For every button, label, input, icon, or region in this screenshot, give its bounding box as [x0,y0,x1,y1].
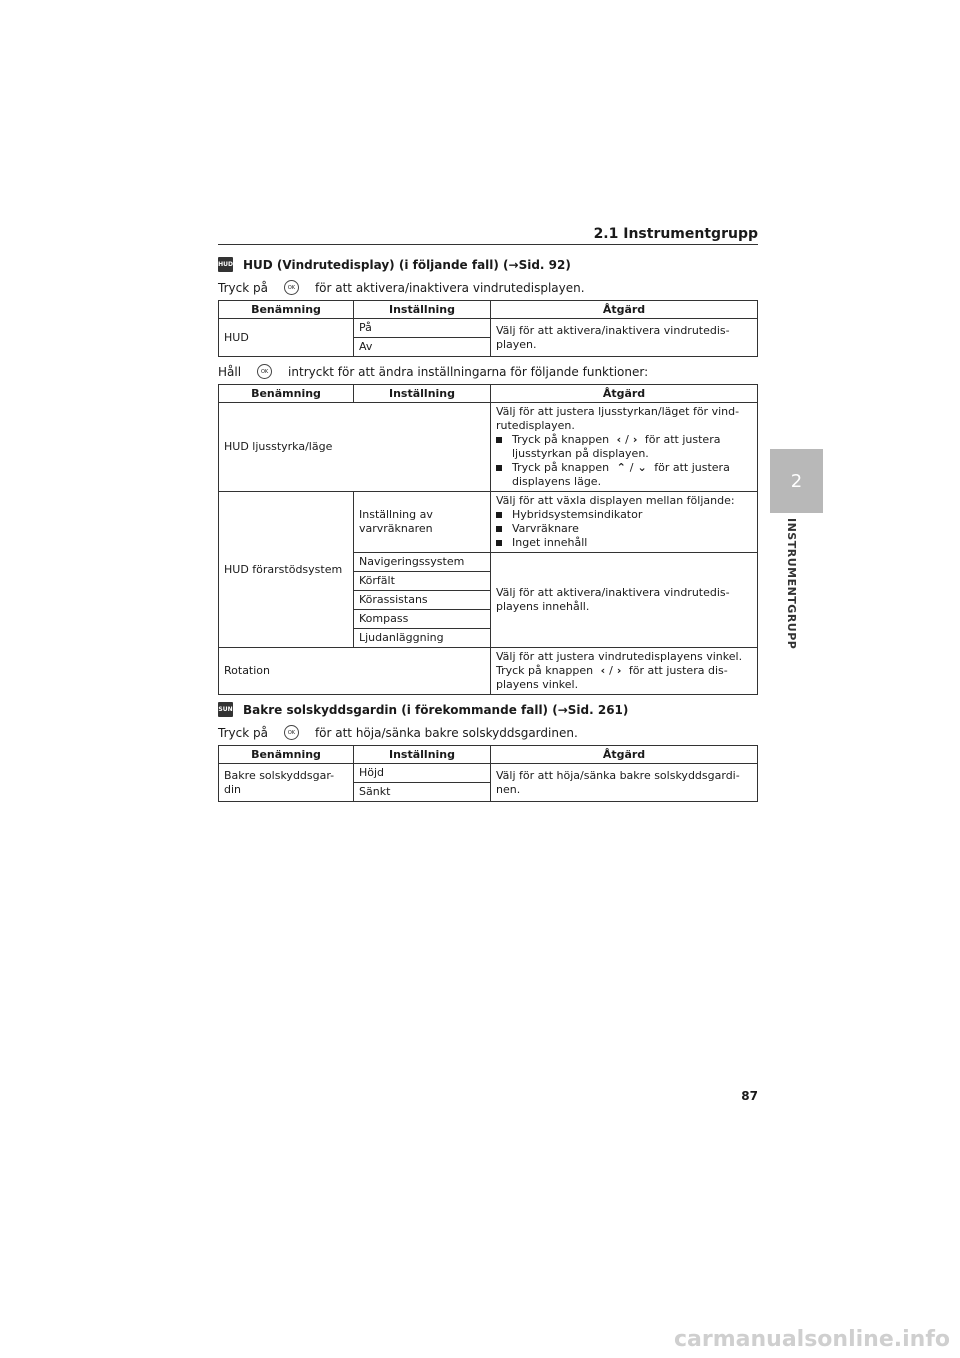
list-item [496,522,752,536]
action-text: Välj för att justera ljusstyrkan/läget för vind-rutedisplayen. [496,405,740,432]
chevron-left-icon: ‹ [600,664,606,677]
section-sunshade-title: Bakre solskyddsgardin (i förekommande fall) (→Sid. 261) [243,702,629,717]
section-sunshade-heading [218,702,628,717]
section-hud-heading [218,257,571,272]
cell-action: Välj för att höja/sänka bakre solskyddsgardi-nen. [491,764,758,802]
cell-action: Välj för att aktivera/inaktivera vindrutedis-playen. [491,319,758,357]
item-text: för att justera ljusstyrkan på displayen. [512,433,721,460]
cell-setting: Körassistans [354,591,491,610]
list-item [496,508,752,522]
chevron-right-icon: › [632,433,638,446]
action-text: Välj för att justera vindrutedisplayens vinkel. Tryck på knappen [496,650,743,677]
cell-name: Bakre solskyddsgar-din [219,764,354,802]
col-header: Åtgärd [491,385,758,403]
slash: / [625,433,629,446]
col-header: Benämning [219,746,354,764]
ok-button-icon: OK [257,364,272,379]
cell-name: HUD [219,319,354,357]
col-header: Benämning [219,301,354,319]
slash: / [629,461,634,474]
cell-name: HUD förarstödsystem [219,492,354,648]
list-item [496,536,752,550]
chevron-up-icon: ⌃ [616,461,626,474]
action-text: för att justera dis-playens vinkel. [496,664,728,691]
hud-table [218,300,758,357]
section-hud-title: HUD (Vindrutedisplay) (i följande fall) (→Sid. 92) [243,257,571,272]
watermark: carmanualsonline.info [674,1327,950,1352]
ok-button-icon: OK [284,725,299,740]
section-hud-intro [218,280,585,295]
intro-text: för att höja/sänka bakre solskyddsgardinen. [314,725,578,740]
chevron-left-icon: ‹ [616,433,622,446]
item-text: Tryck på knappen [512,433,610,446]
item-text: Hybridsystemsindikator [512,508,643,521]
col-header: Åtgärd [491,301,758,319]
col-header: Inställning [354,301,491,319]
cell-setting: Körfält [354,572,491,591]
cell-action [491,492,758,553]
cell-action [491,648,758,695]
cell-setting: Ljudanläggning [354,629,491,648]
slash: / [609,664,613,677]
hud-settings-table [218,384,758,695]
header-rule [218,244,758,245]
section-hold-intro [218,364,648,379]
chapter-label: INSTRUMENTGRUPP [785,518,798,650]
hud-icon: HUD [218,257,233,272]
sunshade-table [218,745,758,802]
col-header: Åtgärd [491,746,758,764]
cell-setting: Kompass [354,610,491,629]
intro-text: för att aktivera/inaktivera vindrutedisplayen. [314,280,585,295]
ok-button-icon: OK [284,280,299,295]
col-header: Inställning [354,385,491,403]
item-text: för att justera displayens läge. [512,461,730,488]
list-item [496,461,752,489]
item-text: Varvräknare [512,522,579,535]
intro-text: Tryck på [218,725,268,740]
cell-setting: Inställning av varvräknaren [354,492,491,553]
cell-name: Rotation [219,648,491,695]
chevron-down-icon: ⌄ [637,461,647,474]
intro-text: Tryck på [218,280,268,295]
action-text: Välj för att växla displayen mellan följande: [496,494,735,507]
section-sunshade-intro [218,725,578,740]
cell-setting: Höjd [354,764,491,783]
cell-setting: Av [354,338,491,357]
cell-setting: På [354,319,491,338]
col-header: Inställning [354,746,491,764]
col-header: Benämning [219,385,354,403]
page-number: 87 [741,1089,758,1103]
item-text: Inget innehåll [512,536,588,549]
chapter-tab: 2 [770,449,823,513]
cell-setting: Sänkt [354,783,491,802]
list-item [496,433,752,461]
cell-action: Välj för att aktivera/inaktivera vindrutedis-playens innehåll. [491,553,758,648]
cell-setting: Navigeringssystem [354,553,491,572]
intro-text: intryckt för att ändra inställningarna för följande funktioner: [288,364,649,379]
cell-name: HUD ljusstyrka/läge [219,403,491,492]
chevron-right-icon: › [616,664,622,677]
item-text: Tryck på knappen [512,461,610,474]
running-header: 2.1 Instrumentgrupp [593,226,758,242]
cell-action [491,403,758,492]
sunshade-icon: SUN [218,702,233,717]
intro-text: Håll [218,364,242,379]
